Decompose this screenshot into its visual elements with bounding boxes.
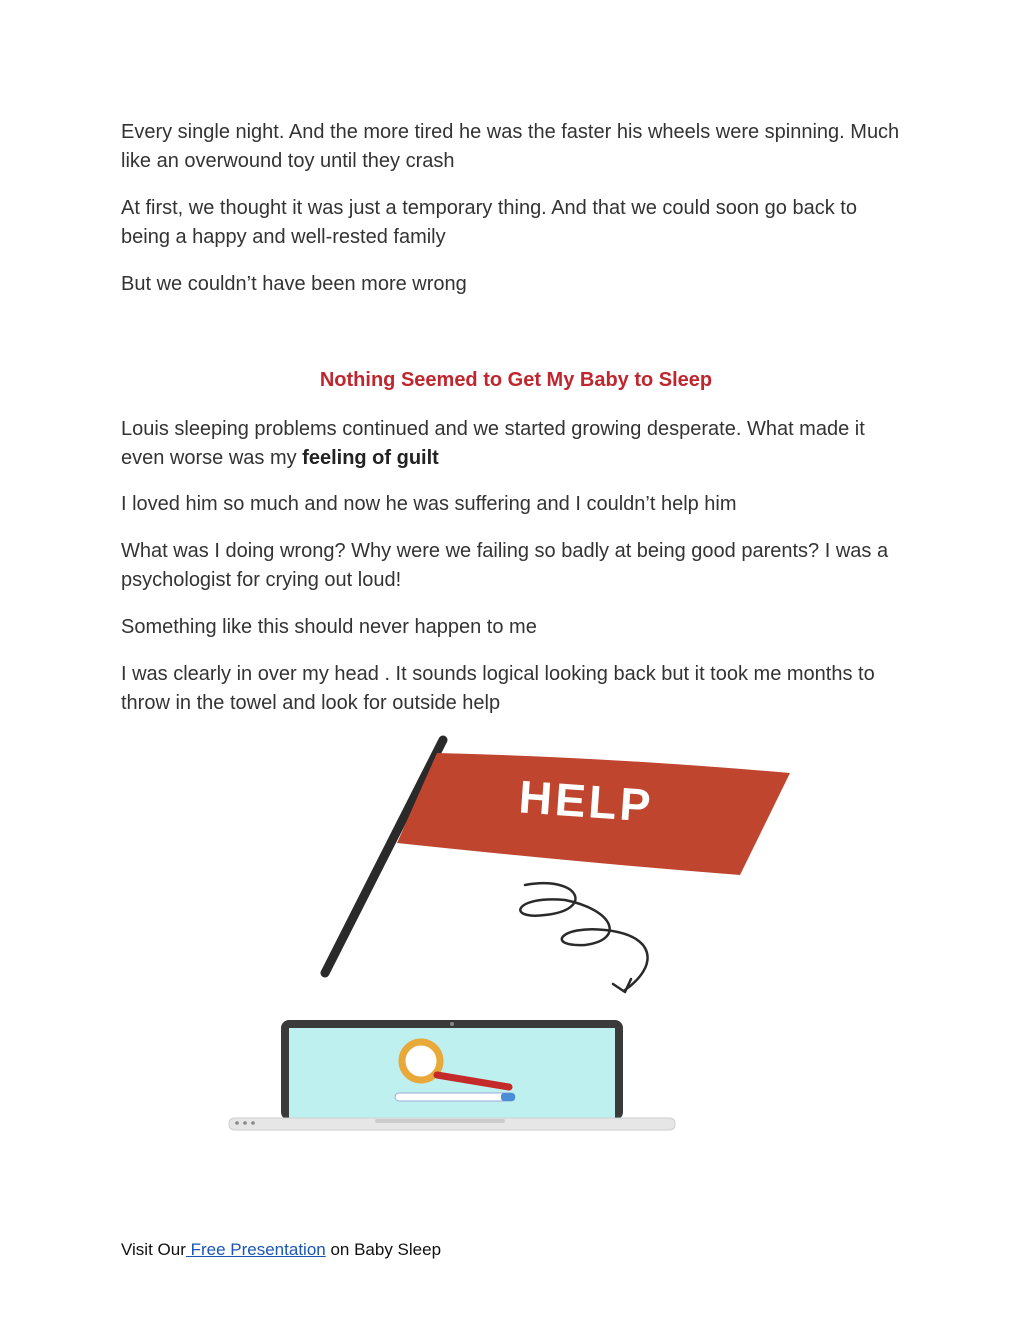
search-bar [395,1093,515,1101]
paragraph-5: I loved him so much and now he was suffering and I couldn’t help him [121,493,737,515]
laptop-led [251,1121,255,1125]
search-button-icon [501,1093,515,1101]
laptop-led [243,1121,247,1125]
flag-text: HELP [517,770,656,832]
footer-suffix: on Baby Sleep [325,1240,442,1259]
paragraph-6: What was I doing wrong? Why were we failing so badly at being good parents? I was a psychologist for crying out loud! [121,540,889,591]
paragraph-1: Every single night. And the more tired he was the faster his wheels were spinning. Much like an overwound toy until they crash [121,121,900,172]
paragraph-2: At first, we thought it was just a temporary thing. And that we could soon go back to being a happy and well-rested family [121,197,857,248]
laptop-led [235,1121,239,1125]
laptop-screen [289,1028,615,1118]
help-flag-laptop-illustration [185,735,825,1135]
laptop-notch [375,1119,505,1123]
footer-prefix: Visit Our [121,1240,186,1259]
paragraph-8: I was clearly in over my head . It sounds logical looking back but it took me months to throw in the towel and look for outside help [121,663,875,714]
paragraph-4 [121,415,911,473]
laptop-camera [450,1022,454,1026]
footer [121,1240,441,1260]
curly-arrow [520,883,647,990]
flag-pole [325,740,443,973]
section-heading: Nothing Seemed to Get My Baby to Sleep [319,369,713,391]
paragraph-3: But we couldn’t have been more wrong [121,273,467,295]
free-presentation-link[interactable]: Free Presentation [185,1240,326,1259]
paragraph-4-bold: feeling of guilt [302,447,439,469]
paragraph-7: Something like this should never happen to me [121,616,537,638]
paragraph-4-text: Louis sleeping problems continued and we started growing desperate. What made it even worse was my [121,418,865,469]
arrow-head-icon [613,979,631,992]
